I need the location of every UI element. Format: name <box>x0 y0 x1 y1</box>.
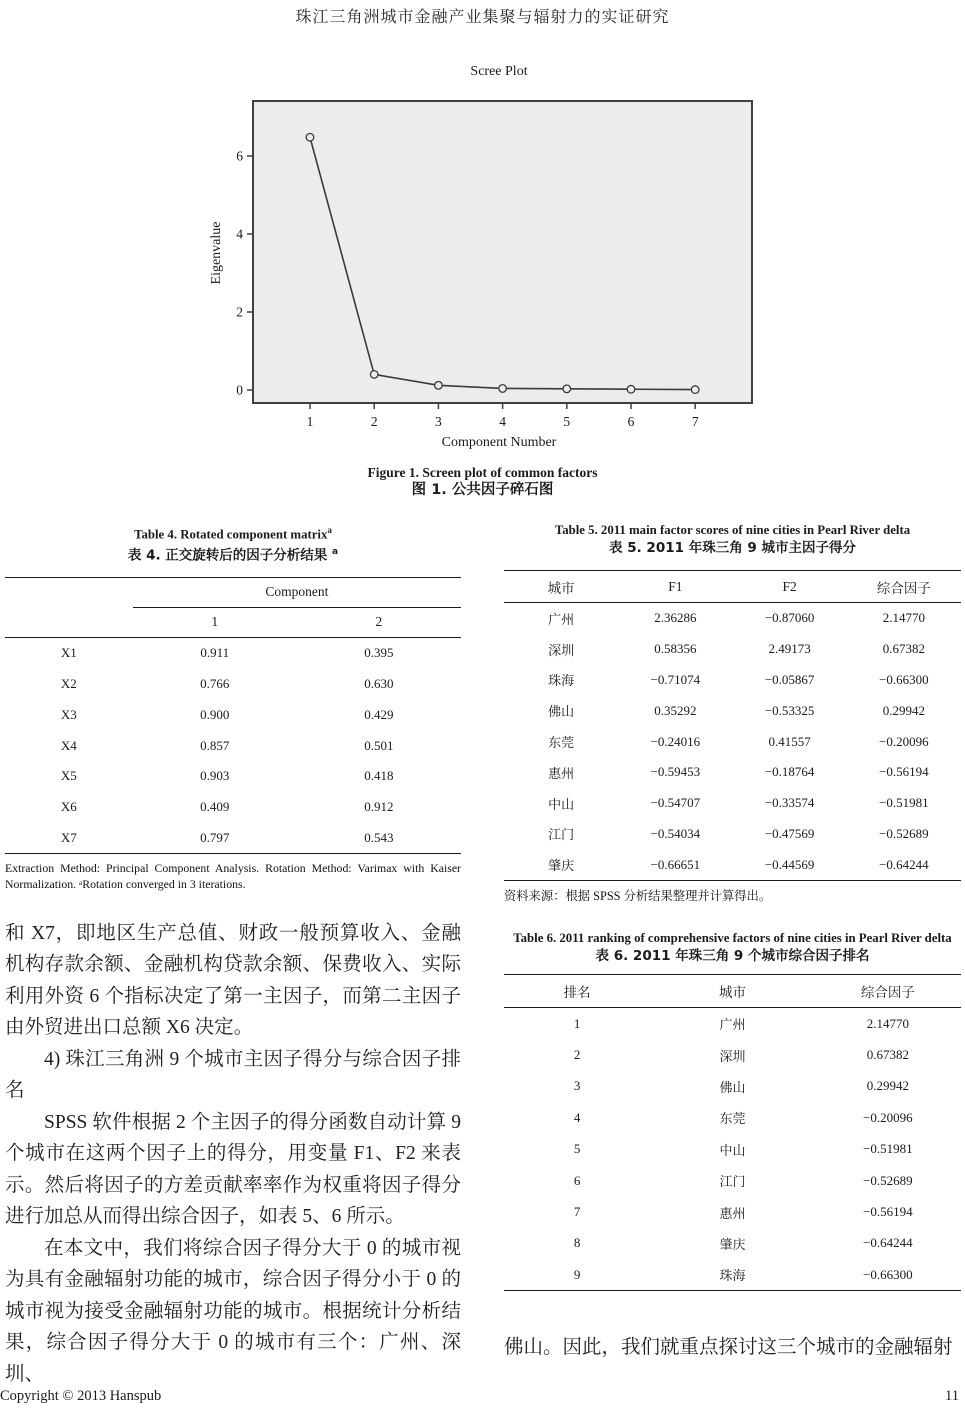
table-cell: −0.20096 <box>879 733 929 749</box>
x-tick-label: 3 <box>435 414 442 429</box>
data-point-marker <box>435 382 443 390</box>
table-cell: 东莞 <box>548 735 575 751</box>
table6-col-header-city: 城市 <box>650 974 815 1007</box>
table-cell: 惠州 <box>719 1205 746 1221</box>
table4-empty-cell <box>5 577 133 607</box>
table-cell: −0.24016 <box>650 733 701 749</box>
table-cell: −0.51981 <box>863 1141 913 1157</box>
table-cell: −0.59453 <box>650 764 701 780</box>
body-paragraph: SPSS 软件根据 2 个主因子的得分函数自动计算 9 个城市在这两个因子上的得分，用变量 F1、F2 来表示。然后将因子的方差贡献率率作为权重将因子得分进行加总从而得出综合因子，如表 5、6 所示。 <box>5 1111 461 1228</box>
table5-title-en: Table 5. 2011 main factor scores of nine cities in Pearl River delta <box>554 523 911 537</box>
table-cell: −0.56194 <box>863 1204 913 1219</box>
table-cell: 佛山 <box>548 704 575 720</box>
y-axis-label: Eigenvalue <box>209 221 224 285</box>
running-head-title: 珠江三角洲城市金融产业集聚与辐射力的实证研究 <box>295 9 670 26</box>
figure1-caption-en: Figure 1. Screen plot of common factors <box>367 465 598 480</box>
table-cell: −0.52689 <box>863 1172 913 1188</box>
table-cell: 7 <box>573 1204 581 1219</box>
table-cell: 0.857 <box>200 737 230 753</box>
table-cell: 0.903 <box>200 768 230 784</box>
page-number: 11 <box>945 1388 959 1404</box>
table-cell: −0.71074 <box>650 671 701 687</box>
y-tick-label: 2 <box>236 304 243 320</box>
table6-col-header-rank: 排名 <box>504 974 650 1007</box>
table-cell: X4 <box>60 737 77 753</box>
table-cell: 0.41557 <box>768 733 811 749</box>
table-row <box>504 634 961 665</box>
table4-title <box>5 522 461 566</box>
scree-plot-chart <box>197 57 767 452</box>
table-row <box>5 699 461 730</box>
table-row <box>504 1165 961 1196</box>
table-cell: −0.18764 <box>764 764 815 780</box>
data-point-marker <box>499 385 507 393</box>
table-row <box>5 637 461 668</box>
table-cell: 0.35292 <box>654 702 697 718</box>
table-cell: 0.630 <box>364 675 394 691</box>
table-cell: 0.766 <box>200 675 230 691</box>
table-cell: 2.49173 <box>768 641 811 657</box>
table-row <box>504 788 961 819</box>
table-cell: −0.66300 <box>879 671 929 687</box>
table-cell: 2 <box>573 1047 581 1063</box>
table4-column-header-row <box>5 607 461 637</box>
table5-header-row <box>504 571 961 603</box>
table-cell: 0.67382 <box>882 641 925 657</box>
table-cell: X6 <box>60 799 77 815</box>
body-paragraph: 和 X7，即地区生产总值、财政一般预算收入、金融机构存款余额、金融机构贷款余额、保费收入、实际利用外资 6 个指标决定了第一主因子，而第二主因子由外贸进出口总额 X6 决定。 <box>5 922 461 1039</box>
table4-col-header-2: 2 <box>297 607 461 637</box>
x-tick-label: 7 <box>691 414 699 429</box>
table-cell: −0.54707 <box>650 795 701 811</box>
table4-footnote: Extraction Method: Principal Component Analysis. Rotation Method: Varimax with Kaiser Normalization. ᵃRotation converged in 3 iterations. <box>5 861 461 892</box>
table-cell: −0.05867 <box>764 671 815 687</box>
table-row <box>504 1228 961 1259</box>
table-cell: 3 <box>573 1078 581 1094</box>
table4 <box>5 577 461 855</box>
table-cell: 惠州 <box>548 765 575 781</box>
table-cell: 0.395 <box>364 645 394 661</box>
x-tick-label: 6 <box>627 414 635 429</box>
table-cell: 深圳 <box>548 642 575 658</box>
table-cell: −0.51981 <box>879 795 929 811</box>
figure1-caption-zh: 图 1. 公共因子碎石图 <box>411 482 554 498</box>
table-cell: −0.56194 <box>879 764 929 780</box>
table-cell: 中山 <box>719 1142 746 1158</box>
figure1-caption <box>0 464 965 500</box>
table-cell: −0.64244 <box>863 1235 913 1251</box>
table-row <box>504 1071 961 1102</box>
table4-col-header-1: 1 <box>133 607 297 637</box>
table4-empty-cell <box>5 607 133 637</box>
table5-col-header-city: 城市 <box>504 571 618 603</box>
table-cell: X2 <box>60 675 77 691</box>
table-row <box>5 792 461 823</box>
table-cell: 肇庆 <box>548 858 575 874</box>
table-cell: 佛山 <box>719 1079 746 1095</box>
chart-plot-area <box>253 101 752 403</box>
body-paragraph: 佛山。因此，我们就重点探讨这三个城市的金融辐射 <box>504 1337 953 1359</box>
table-row <box>5 669 461 700</box>
table-row <box>504 603 961 634</box>
table-cell: 0.912 <box>364 799 394 815</box>
table-row <box>5 761 461 792</box>
table-cell: 2.14770 <box>866 1015 909 1031</box>
table-row <box>504 1259 961 1291</box>
table-cell: X1 <box>60 645 77 661</box>
table-cell: 广州 <box>548 611 575 627</box>
table-cell: −0.53325 <box>764 702 815 718</box>
x-tick-label: 4 <box>499 414 506 429</box>
table-row <box>504 1134 961 1165</box>
table-cell: −0.52689 <box>879 825 929 841</box>
table-cell: 0.409 <box>200 799 230 815</box>
table-cell: 0.58356 <box>654 641 697 657</box>
table-cell: 2.36286 <box>654 610 697 626</box>
table-cell: −0.87060 <box>764 610 815 626</box>
body-text <box>5 918 461 1391</box>
table-cell: 江门 <box>719 1174 746 1190</box>
table-cell: 2.14770 <box>882 610 925 626</box>
table-row <box>504 757 961 788</box>
body-paragraph: 在本文中，我们将综合因子得分大于 0 的城市视为具有金融辐射功能的城市，综合因子得分小于 0 的城市视为接受金融辐射功能的城市。根据统计分析结果，综合因子得分大于 0 的城市有三个：广州、深圳、 <box>5 1237 461 1385</box>
table5-col-header-composite: 综合因子 <box>847 571 961 603</box>
data-point-marker <box>370 371 378 379</box>
table-cell: −0.47569 <box>764 825 815 841</box>
table4-title-superscript: a <box>327 525 332 535</box>
table-cell: 0.543 <box>364 829 394 845</box>
table-cell: 4 <box>573 1109 581 1125</box>
table6-title-zh: 表 6. 2011 年珠三角 9 个城市综合因子排名 <box>595 947 870 964</box>
table-cell: 0.29942 <box>882 702 925 718</box>
table-cell: 珠海 <box>719 1268 746 1284</box>
table-row <box>504 1196 961 1227</box>
table-row <box>5 730 461 761</box>
x-tick-label: 1 <box>306 414 314 429</box>
table-row <box>504 726 961 757</box>
table-row <box>5 823 461 854</box>
table-cell: −0.64244 <box>879 856 929 872</box>
table5-title-zh: 表 5. 2011 年珠三角 9 城市主因子得分 <box>609 540 856 556</box>
table-cell: −0.33574 <box>764 795 815 811</box>
table-cell: 0.67382 <box>866 1047 909 1063</box>
table-cell: 江门 <box>548 827 575 843</box>
table6-title <box>504 930 961 966</box>
table-cell: 广州 <box>719 1017 746 1033</box>
data-point-marker <box>306 133 314 141</box>
x-axis-label: Component Number <box>441 435 557 450</box>
table5-footnote: 资料来源：根据 SPSS 分析结果整理并计算得出。 <box>504 889 772 904</box>
table-cell: 0.29942 <box>866 1078 909 1094</box>
x-tick-label: 2 <box>370 414 378 429</box>
table6-header-row <box>504 974 961 1007</box>
table-row <box>504 665 961 696</box>
table5 <box>504 570 961 881</box>
table-cell: −0.54034 <box>650 825 701 841</box>
y-tick-label: 6 <box>236 148 243 164</box>
table-cell: 1 <box>573 1015 581 1031</box>
table-row <box>504 819 961 850</box>
table4-group-header: Component <box>133 577 461 607</box>
y-tick-label: 4 <box>236 226 243 242</box>
table-cell: X7 <box>60 829 77 845</box>
table-cell: −0.66651 <box>650 856 701 872</box>
chart-title: Scree Plot <box>470 64 528 79</box>
table-cell: 0.429 <box>364 706 394 722</box>
data-point-marker <box>691 386 699 394</box>
body-paragraph: 4) 珠江三角洲 9 个城市主因子得分与综合因子排名 <box>5 1048 461 1102</box>
table-cell: 0.418 <box>364 768 394 784</box>
table-cell: 8 <box>573 1235 581 1251</box>
data-point-marker <box>627 385 635 393</box>
scree-plot-figure <box>197 57 767 452</box>
table5-title <box>504 522 961 558</box>
table4-title-en: Table 4. Rotated component matrix$^a$ <box>134 525 332 542</box>
table6-title-en: Table 6. 2011 ranking of comprehensive factors of nine cities in Pearl River delta <box>513 930 952 945</box>
table-cell: X3 <box>60 706 77 722</box>
right-column <box>504 522 961 1364</box>
table-row <box>504 695 961 726</box>
table-cell: 肇庆 <box>719 1236 746 1252</box>
data-point-marker <box>563 385 571 393</box>
copyright-text: Copyright © 2013 Hanspub <box>0 1388 162 1404</box>
table-cell: −0.20096 <box>863 1109 913 1125</box>
table-cell: 0.900 <box>200 706 230 722</box>
table-cell: 深圳 <box>719 1048 746 1064</box>
table-cell: 5 <box>573 1141 581 1157</box>
table-cell: 东莞 <box>719 1111 746 1127</box>
table4-title-zh: 表 4. 正交旋转后的因子分析结果 $^a$ <box>127 547 339 564</box>
table6 <box>504 974 961 1292</box>
table-cell: 珠海 <box>548 673 575 689</box>
x-tick-label: 5 <box>563 414 571 429</box>
table5-col-header-f1: F1 <box>618 571 732 603</box>
table-cell: 0.501 <box>364 737 394 753</box>
left-column <box>5 522 461 1390</box>
table-cell: −0.44569 <box>764 856 815 872</box>
table-row <box>504 1039 961 1070</box>
table-cell: 9 <box>573 1266 581 1282</box>
y-tick-label: 0 <box>236 382 243 398</box>
table-cell: −0.66300 <box>863 1266 913 1282</box>
table-cell: 0.911 <box>200 645 230 661</box>
table-cell: 0.797 <box>200 829 230 845</box>
table-cell: X5 <box>60 768 77 784</box>
table-cell: 中山 <box>548 796 575 812</box>
table-row <box>504 1102 961 1133</box>
table4-group-header-row <box>5 577 461 607</box>
table6-col-header-composite: 综合因子 <box>815 974 961 1007</box>
table5-col-header-f2: F2 <box>733 571 847 603</box>
table4-title-superscript-zh: a <box>332 547 339 558</box>
table-row <box>504 1007 961 1039</box>
table-row <box>504 849 961 880</box>
table-cell: 6 <box>573 1172 581 1188</box>
